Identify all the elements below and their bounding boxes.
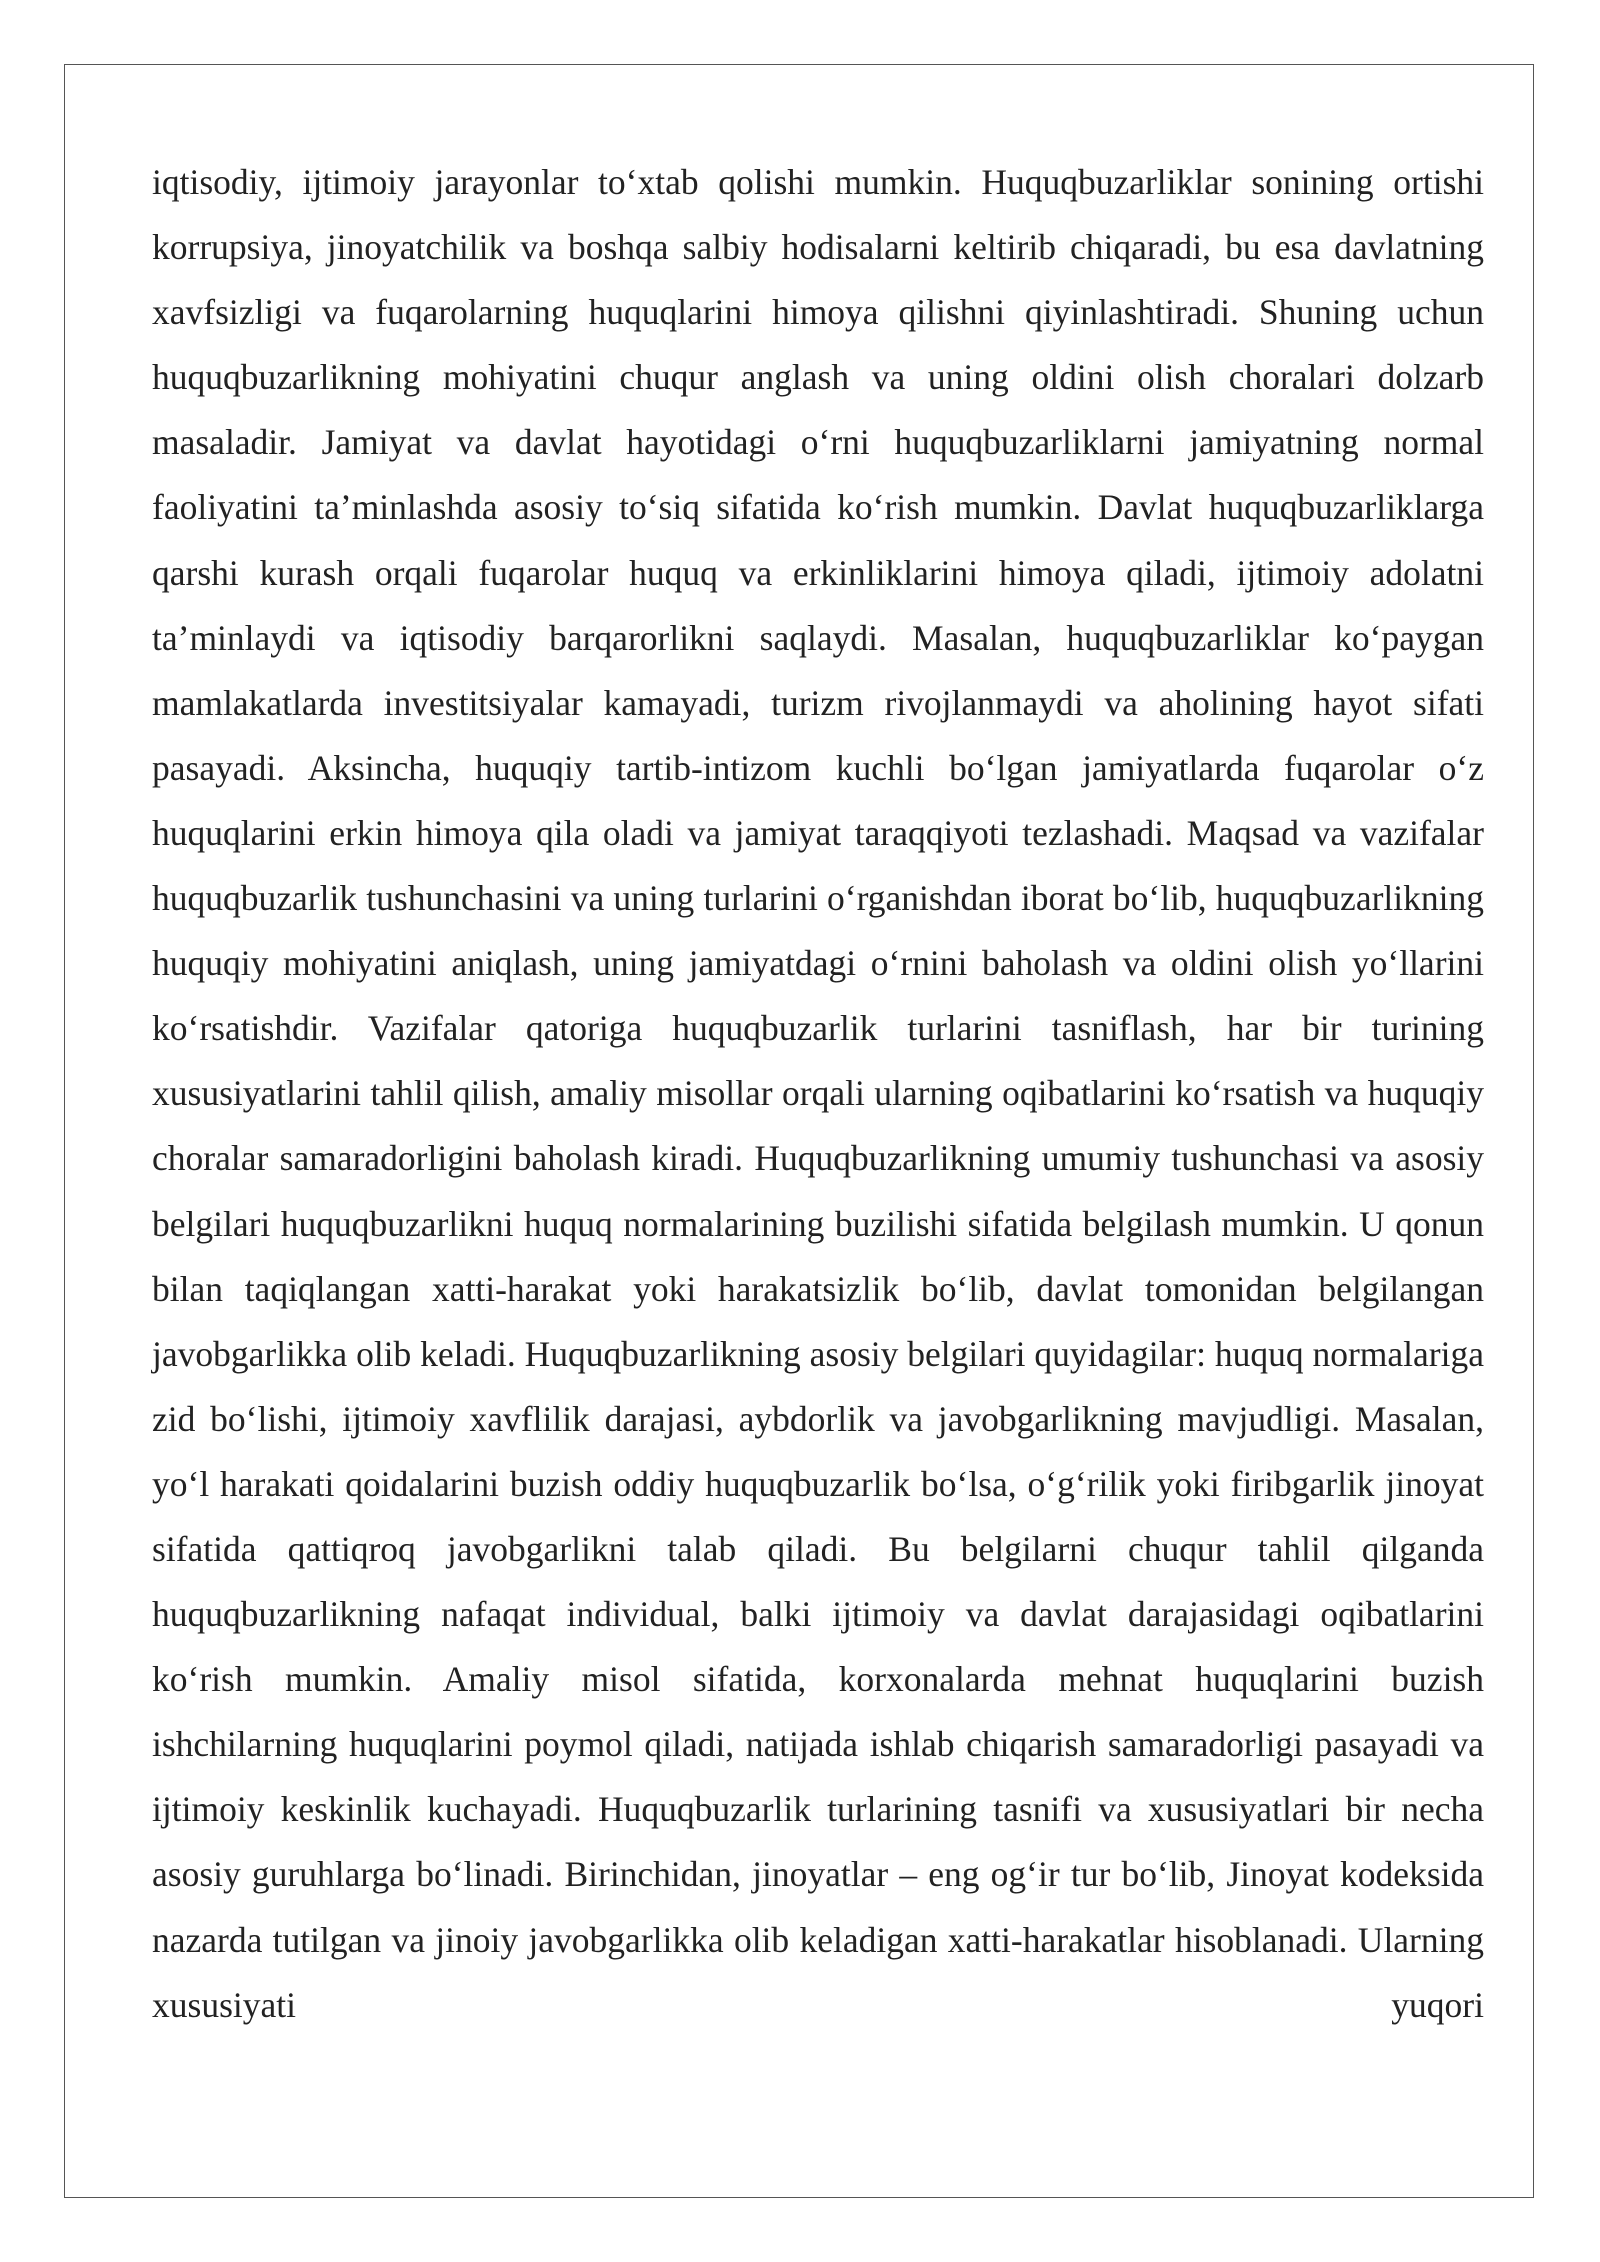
- body-paragraph: iqtisodiy, ijtimoiy jarayonlar to‘xtab qolishi mumkin. Huquqbuzarliklar sonining ortishi korrupsiya, jinoyatchilik va boshqa salbiy hodisalarni keltirib chiqaradi, bu esa davlatning xavfsizligi va fuqarolarning huquqlarini himoya qilishni qiyinlashtiradi. Shuning uchun huquqbuzarlikning mohiyatini chuqur anglash va uning oldini olish choralari dolzarb masaladir. Jamiyat va davlat hayotidagi o‘rni huquqbuzarliklarni jamiyatning normal faoliyatini ta’minlashda asosiy to‘siq sifatida ko‘rish mumkin. Davlat huquqbuzarliklarga qarshi kurash orqali fuqarolar huquq va erkinliklarini himoya qiladi, ijtimoiy adolatni ta’minlaydi va iqtisodiy barqarorlikni saqlaydi. Masalan, huquqbuzarliklar ko‘paygan mamlakatlarda investitsiyalar kamayadi, turizm rivojlanmaydi va aholining hayot sifati pasayadi. Aksincha, huquqiy tartib-intizom kuchli bo‘lgan jamiyatlarda fuqarolar o‘z huquqlarini erkin himoya qila oladi va jamiyat taraqqiyoti tezlashadi. Maqsad va vazifalar huquqbuzarlik tushunchasini va uning turlarini o‘rganishdan iborat bo‘lib, huquqbuzarlikning huquqiy mohiyatini aniqlash, uning jamiyatdagi o‘rnini baholash va oldini olish yo‘llarini ko‘rsatishdir. Vazifalar qatoriga huquqbuzarlik turlarini tasniflash, har bir turining xususiyatlarini tahlil qilish, amaliy misollar orqali ularning oqibatlarini ko‘rsatish va huquqiy choralar samaradorligini baholash kiradi. Huquqbuzarlikning umumiy tushunchasi va asosiy belgilari huquqbuzarlikni huquq normalarining buzilishi sifatida belgilash mumkin. U qonun bilan taqiqlangan xatti-harakat yoki harakatsizlik bo‘lib, davlat tomonidan belgilangan javobgarlikka olib keladi. Huquqbuzarlikning asosiy belgilari quyidagilar: huquq normalariga zid bo‘lishi, ijtimoiy xavflilik darajasi, aybdorlik va javobgarlikning mavjudligi. Masalan, yo‘l harakati qoidalarini buzish oddiy huquqbuzarlik bo‘lsa, o‘g‘rilik yoki firibgarlik jinoyat sifatida qattiqroq javobgarlikni talab qiladi. Bu belgilarni chuqur tahlil qilganda huquqbuzarlikning nafaqat individual, balki ijtimoiy va davlat darajasidagi oqibatlarini ko‘rish mumkin. Amaliy misol sifatida, korxonalarda mehnat huquqlarini buzish ishchilarning huquqlarini poymol qiladi, natijada ishlab chiqarish samaradorligi pasayadi va ijtimoiy keskinlik kuchayadi. Huquqbuzarlik turlarining tasnifi va xususiyatlari bir necha asosiy guruhlarga bo‘linadi. Birinchidan, jinoyatlar – eng og‘ir tur bo‘lib, Jinoyat kodeksida nazarda tutilgan va jinoiy javobgarlikka olib keladigan xatti-harakatlar hisoblanadi. Ularning xususiyati yuqori: [152, 162, 1484, 2025]
